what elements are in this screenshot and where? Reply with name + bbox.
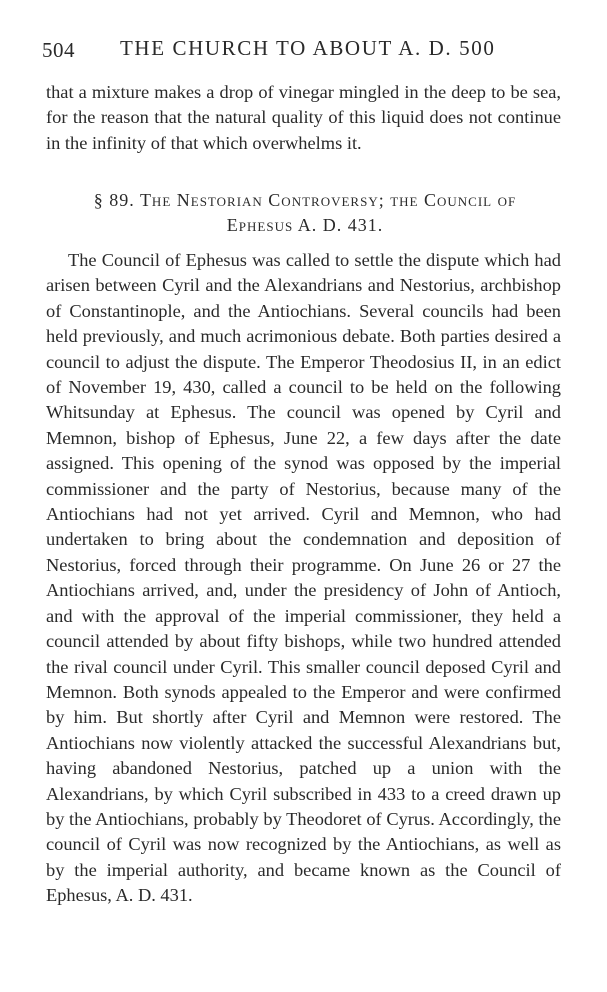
section-heading-line-1: § 89. The Nestorian Controversy; the Council of: [93, 190, 517, 210]
section-body-paragraph: The Council of Ephesus was called to settle the dispute which had arisen between Cyril and the Alexandrians and Nestorius, archbishop of Constantinople, and the Antiochians. Several councils had been held previously, and much acrimonious debate. Both parties desired a council to adjust the dispute. The Emperor Theodosius II, in an edict of November 19, 430, called a council to be held on the following Whitsunday at Ephesus. The council was opened by Cyril and Memnon, bishop of Ephesus, June 22, a few days after the date assigned. This opening of the synod was opposed by the imperial commissioner and the party of Nestorius, because many of the Antiochians had not yet arrived. Cyril and Memnon, who had undertaken to bring about the condemnation and deposition of Nestorius, forced through their programme. On June 26 or 27 the Antiochians arrived, and, under the presidency of John of Antioch, and with the approval of the imperial commissioner, they held a council attended by about fifty bishops, while two hundred attended the rival council under Cyril. This smaller council deposed Cyril and Memnon. Both synods appealed to the Emperor and were confirmed by him. But shortly after Cyril and Memnon were restored. The Antiochians now violently attacked the successful Alexandrians but, having abandoned Nestorius, patched up a union with the Alexandrians, by which Cyril subscribed in 433 to a creed drawn up by the Antiochians, probably by Theodoret of Cyrus. Accordingly, the council of Cyril was now recognized by the Antiochians, as well as by the imperial authority, and became known as the Council of Ephesus, A. D. 431.: [46, 250, 561, 906]
running-head: [42, 36, 562, 64]
section-heading: [60, 188, 550, 238]
continued-paragraph: that a mixture makes a drop of vinegar mingled in the deep to be sea, for the reason that the natural quality of this liquid does not continue in the infinity of that which overwhelms it.: [46, 82, 561, 153]
running-title: THE CHURCH TO ABOUT A. D. 500: [120, 36, 496, 60]
page-number: 504: [42, 38, 75, 62]
section-heading-line-2: Ephesus A. D. 431.: [226, 215, 384, 235]
